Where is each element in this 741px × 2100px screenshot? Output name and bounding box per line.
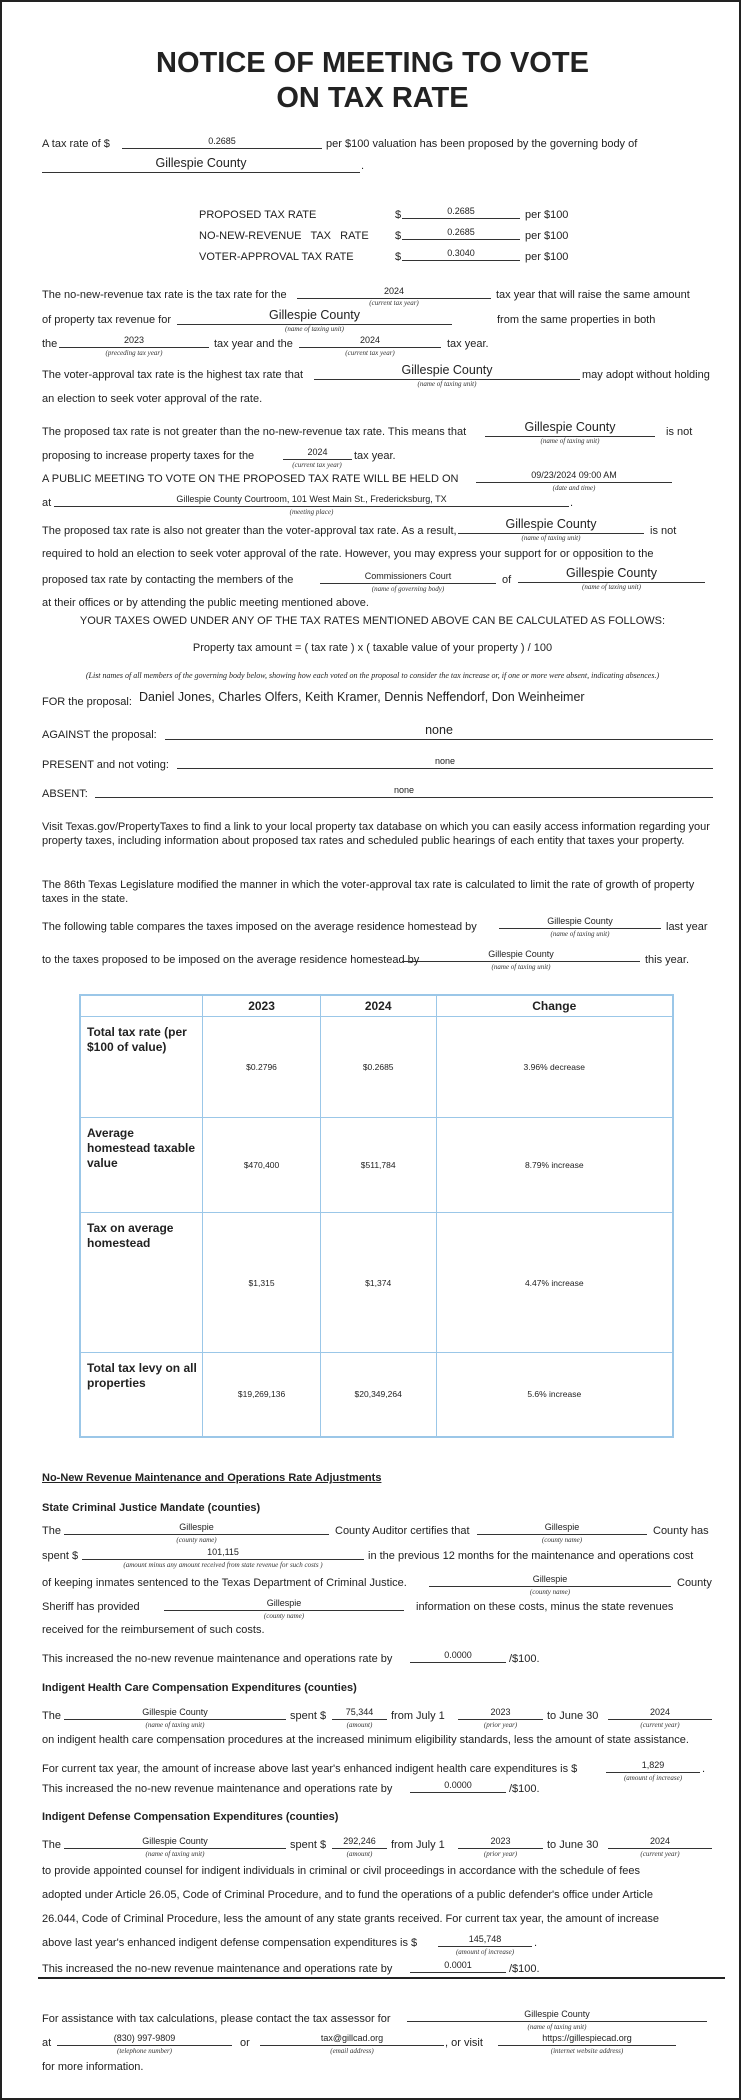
cell-change: 4.47% increase bbox=[436, 1213, 673, 1353]
va2-unit2-caption: (name of taxing unit) bbox=[582, 583, 641, 591]
cell-2023: $19,269,136 bbox=[203, 1353, 321, 1437]
meeting-place-caption: (meeting place) bbox=[289, 508, 334, 516]
footer-text-1: For assistance with tax calculations, please contact the tax assessor for bbox=[42, 2013, 391, 2025]
prop-text-1: The proposed tax rate is not greater than the no-new-revenue tax rate. This means that bbox=[42, 426, 467, 438]
row-label: Average homestead taxable value bbox=[80, 1118, 203, 1213]
idc-text-2: spent $ bbox=[290, 1839, 327, 1851]
meeting-datetime-field: 09/23/2024 09:00 AM bbox=[476, 469, 672, 483]
scj-amount-field: 101,115 bbox=[82, 1546, 364, 1560]
footer-unit-caption: (name of taxing unit) bbox=[527, 2023, 587, 2031]
idc-per100: /$100. bbox=[509, 1963, 540, 1975]
idc-current-year-field: 2024 bbox=[608, 1835, 712, 1849]
title-line-2: ON TAX RATE bbox=[276, 82, 469, 114]
scj-county-field: Gillespie bbox=[64, 1521, 329, 1535]
idc-text-4: to June 30 bbox=[547, 1839, 599, 1851]
meeting-period: . bbox=[570, 497, 574, 509]
table-header-change: Change bbox=[436, 995, 673, 1017]
cell-2024: $511,784 bbox=[320, 1118, 436, 1213]
scj-text-9: information on these costs, minus the state revenues bbox=[416, 1601, 674, 1613]
scj-per100: /$100. bbox=[509, 1653, 540, 1665]
nnr-rate-dollar: $ bbox=[395, 230, 402, 242]
va-unit-field: Gillespie County bbox=[314, 363, 580, 380]
compare-unit1-field: Gillespie County bbox=[499, 915, 661, 929]
table-row bbox=[80, 1213, 673, 1353]
absent-label: ABSENT: bbox=[42, 788, 88, 800]
proposed-rate-per: per $100 bbox=[525, 209, 569, 221]
intro-rate-field: 0.2685 bbox=[122, 135, 322, 149]
va2-gov-body-caption: (name of governing body) bbox=[371, 585, 445, 593]
ihc-text-6: For current tax year, the amount of increase above last year's enhanced indigent health care expenditures is $ bbox=[42, 1763, 578, 1775]
footer-divider bbox=[38, 1977, 725, 1980]
footer-phone-caption: (telephone number) bbox=[116, 2047, 172, 2055]
table-header-2024: 2024 bbox=[320, 995, 436, 1017]
prop-year-field: 2024 bbox=[283, 446, 352, 460]
va-unit-caption: (name of taxing unit) bbox=[417, 380, 477, 388]
row-label: Total tax rate (per $100 of value) bbox=[80, 1017, 203, 1118]
nnr-prev-year-caption: (preceding tax year) bbox=[105, 349, 163, 357]
va-rate-field: 0.3040 bbox=[402, 247, 520, 261]
footer-email-field[interactable]: tax@gillcad.org bbox=[260, 2032, 444, 2046]
calc-heading: YOUR TAXES OWED UNDER ANY OF THE TAX RATES MENTIONED ABOVE CAN BE CALCULATED AS FOLLOWS: bbox=[79, 615, 666, 627]
scj-text-5: in the previous 12 months for the maintenance and operations cost bbox=[368, 1550, 694, 1562]
cell-2024: $0.2685 bbox=[320, 1017, 436, 1118]
intro-prefix: A tax rate of $ bbox=[42, 138, 110, 150]
ihc-current-year-field: 2024 bbox=[608, 1706, 712, 1720]
table-header-blank bbox=[80, 995, 203, 1017]
cell-2023: $470,400 bbox=[203, 1118, 321, 1213]
prop-year-caption: (current tax year) bbox=[292, 461, 342, 469]
footer-visit: , or visit bbox=[445, 2037, 483, 2049]
prop-text-3: proposing to increase property taxes for the bbox=[42, 450, 255, 462]
cell-change: 8.79% increase bbox=[436, 1118, 673, 1213]
footer-end: for more information. bbox=[42, 2061, 144, 2073]
ihc-prior-year-field: 2023 bbox=[458, 1706, 543, 1720]
nnr-unit-caption: (name of taxing unit) bbox=[285, 325, 344, 333]
ihc-unit-field: Gillespie County bbox=[64, 1706, 286, 1720]
idc-unit-field: Gillespie County bbox=[64, 1835, 286, 1849]
idc-increase-field: 145,748 bbox=[438, 1933, 532, 1947]
footer-at: at bbox=[42, 2037, 52, 2049]
ihc-text-2: spent $ bbox=[290, 1710, 327, 1722]
cell-2023: $0.2796 bbox=[203, 1017, 321, 1118]
idc-increase-caption: (amount of increase) bbox=[455, 1948, 515, 1956]
idc-text-7: 26.044, Code of Criminal Procedure, less the amount of any state grants received. For current tax year, the amount of increase bbox=[42, 1913, 659, 1925]
va2-text-5: at their offices or by attending the public meeting mentioned above. bbox=[42, 597, 369, 609]
ihc-per100: /$100. bbox=[509, 1783, 540, 1795]
proposed-rate-label: PROPOSED TAX RATE bbox=[199, 209, 317, 221]
idc-amount-caption: (amount) bbox=[346, 1850, 373, 1858]
table-row bbox=[80, 1353, 673, 1437]
proposed-rate-dollar: $ bbox=[395, 209, 402, 221]
scj-text-7: County bbox=[677, 1577, 712, 1589]
compare-text-1: The following table compares the taxes imposed on the average residence homestead by bbox=[42, 921, 477, 933]
adjustments-heading: No-New Revenue Maintenance and Operations Rate Adjustments bbox=[42, 1472, 382, 1484]
idc-text-6: adopted under Article 26.05, Code of Criminal Procedure, and to fund the operations of a public defender's office under Article bbox=[42, 1889, 653, 1901]
present-label: PRESENT and not voting: bbox=[42, 759, 169, 771]
meeting-text-1: A PUBLIC MEETING TO VOTE ON THE PROPOSED TAX RATE WILL BE HELD ON bbox=[42, 473, 459, 485]
cell-2023: $1,315 bbox=[203, 1213, 321, 1353]
title-line-1: NOTICE OF MEETING TO VOTE bbox=[156, 47, 589, 79]
nnr-cur-year-caption: (current tax year) bbox=[345, 349, 395, 357]
against-label: AGAINST the proposal: bbox=[42, 729, 157, 741]
nnr-text-3: of property tax revenue for bbox=[42, 314, 172, 326]
footer-or: or bbox=[240, 2037, 250, 2049]
idc-text-8: above last year's enhanced indigent defense compensation expenditures is $ bbox=[42, 1937, 418, 1949]
va-text-2: may adopt without holding bbox=[582, 369, 710, 381]
nnr-year-caption: (current tax year) bbox=[369, 299, 419, 307]
ihc-increase-caption: (amount of increase) bbox=[623, 1774, 683, 1782]
ihc-text-4: to June 30 bbox=[547, 1710, 599, 1722]
for-label: FOR the proposal: bbox=[42, 696, 132, 708]
scj-heading: State Criminal Justice Mandate (counties) bbox=[42, 1502, 261, 1514]
scj-county2-field: Gillespie bbox=[477, 1521, 647, 1535]
ihc-current-year-caption: (current year) bbox=[640, 1721, 680, 1729]
nnr-rate-label: NO-NEW-REVENUE TAX RATE bbox=[199, 230, 369, 242]
ihc-text-3: from July 1 bbox=[391, 1710, 445, 1722]
footer-website-caption: (internet website address) bbox=[550, 2047, 624, 2055]
idc-heading: Indigent Defense Compensation Expenditures (counties) bbox=[42, 1811, 339, 1823]
ihc-increase-field: 1,829 bbox=[606, 1759, 700, 1773]
scj-county3-caption: (county name) bbox=[529, 1588, 571, 1596]
ihc-text-1: The bbox=[42, 1710, 61, 1722]
ihc-increase-text: This increased the no-new revenue maintenance and operations rate by bbox=[42, 1783, 393, 1795]
row-label: Total tax levy on all properties bbox=[80, 1353, 203, 1437]
prop-unit-caption: (name of taxing unit) bbox=[540, 437, 600, 445]
intro-period: . bbox=[361, 160, 365, 172]
nnr-text-6: tax year and the bbox=[214, 338, 293, 350]
va-rate-dollar: $ bbox=[395, 251, 402, 263]
compare-text-4: this year. bbox=[645, 954, 690, 966]
nnr-text-4: from the same properties in both bbox=[497, 314, 656, 326]
scj-county4-field: Gillespie bbox=[164, 1597, 404, 1611]
nnr-prev-year-field: 2023 bbox=[59, 334, 209, 348]
scj-county3-field: Gillespie bbox=[429, 1573, 671, 1587]
scj-county-caption: (county name) bbox=[176, 1536, 217, 1544]
nnr-rate-field: 0.2685 bbox=[402, 226, 520, 240]
table-row bbox=[80, 1118, 673, 1213]
va-rate-label: VOTER-APPROVAL TAX RATE bbox=[199, 251, 354, 263]
idc-prior-year-field: 2023 bbox=[458, 1835, 543, 1849]
compare-text-2: last year bbox=[666, 921, 708, 933]
members-list-note: (List names of all members of the governing body below, showing how each voted on the proposal to consider the tax increase or, if one or more were absent, indicating absences.) bbox=[85, 671, 660, 680]
va2-text-4: proposed tax rate by contacting the members of the bbox=[42, 574, 294, 586]
idc-period: . bbox=[534, 1937, 538, 1949]
va-text-3: an election to seek voter approval of the rate. bbox=[42, 393, 263, 405]
cell-2024: $1,374 bbox=[320, 1213, 436, 1353]
idc-current-year-caption: (current year) bbox=[640, 1850, 680, 1858]
va2-unit-field: Gillespie County bbox=[458, 517, 644, 534]
nnr-text-5: the bbox=[42, 338, 58, 350]
va-text-1: The voter-approval tax rate is the highest tax rate that bbox=[42, 369, 304, 381]
compare-unit2-caption: (name of taxing unit) bbox=[491, 963, 551, 971]
row-label: Tax on average homestead bbox=[80, 1213, 203, 1353]
footer-email-caption: (email address) bbox=[330, 2047, 374, 2055]
legislature-paragraph: The 86th Texas Legislature modified the manner in which the voter-approval tax rate is calculated to limit the rate of growth of property taxes in the state. bbox=[42, 879, 695, 905]
footer-unit-field: Gillespie County bbox=[407, 2008, 707, 2022]
scj-county2-caption: (county name) bbox=[541, 1536, 583, 1544]
nnr-year-field: 2024 bbox=[297, 285, 491, 299]
idc-amount-field: 292,246 bbox=[332, 1835, 387, 1849]
va2-text-3: required to hold an election to seek voter approval of the rate. However, you may express your support for or opposition to the bbox=[42, 548, 654, 560]
va2-text-1: The proposed tax rate is also not greater than the voter-approval tax rate. As a result, bbox=[42, 525, 457, 537]
cell-change: 5.6% increase bbox=[436, 1353, 673, 1437]
comparison-table bbox=[79, 994, 674, 1438]
ihc-amount-field: 75,344 bbox=[332, 1706, 387, 1720]
scj-increase-text: This increased the no-new revenue maintenance and operations rate by bbox=[42, 1653, 393, 1665]
table-header-row bbox=[80, 995, 673, 1017]
footer-phone-field[interactable]: (830) 997-9809 bbox=[57, 2032, 232, 2046]
va2-unit2-field: Gillespie County bbox=[518, 566, 705, 583]
calc-formula: Property tax amount = ( tax rate ) x ( taxable value of your property ) / 100 bbox=[192, 642, 553, 654]
intro-suffix: per $100 valuation has been proposed by the governing body of bbox=[326, 138, 638, 150]
absent-field: none bbox=[95, 784, 713, 798]
meeting-at: at bbox=[42, 497, 52, 509]
idc-unit-caption: (name of taxing unit) bbox=[145, 1850, 205, 1858]
cell-2024: $20,349,264 bbox=[320, 1353, 436, 1437]
scj-text-2: County Auditor certifies that bbox=[335, 1525, 470, 1537]
scj-text-3: County has bbox=[653, 1525, 709, 1537]
intro-governing-body-field: Gillespie County bbox=[42, 156, 360, 173]
prop-text-4: tax year. bbox=[354, 450, 396, 462]
for-names: Daniel Jones, Charles Olfers, Keith Kramer, Dennis Neffendorf, Don Weinheimer bbox=[139, 690, 585, 704]
scj-increase-field: 0.0000 bbox=[410, 1649, 506, 1663]
va2-unit-caption: (name of taxing unit) bbox=[521, 534, 581, 542]
ihc-heading: Indigent Health Care Compensation Expenditures (counties) bbox=[42, 1682, 357, 1694]
against-field: none bbox=[165, 723, 713, 740]
cell-change: 3.96% decrease bbox=[436, 1017, 673, 1118]
scj-county4-caption: (county name) bbox=[263, 1612, 305, 1620]
va-rate-per: per $100 bbox=[525, 251, 569, 263]
compare-unit2-field: Gillespie County bbox=[402, 948, 640, 962]
ihc-increase-rate-field: 0.0000 bbox=[410, 1779, 506, 1793]
scj-text-1: The bbox=[42, 1525, 61, 1537]
nnr-rate-per: per $100 bbox=[525, 230, 569, 242]
compare-unit1-caption: (name of taxing unit) bbox=[550, 930, 610, 938]
prop-text-2: is not bbox=[666, 426, 693, 438]
scj-text-4: spent $ bbox=[42, 1550, 79, 1562]
ihc-unit-caption: (name of taxing unit) bbox=[145, 1721, 205, 1729]
idc-text-3: from July 1 bbox=[391, 1839, 445, 1851]
idc-text-1: The bbox=[42, 1839, 61, 1851]
ihc-text-5: on indigent health care compensation procedures at the increased minimum eligibility standards, less the amount of state assistance. bbox=[42, 1734, 689, 1746]
table-header-2023: 2023 bbox=[203, 995, 321, 1017]
ihc-amount-caption: (amount) bbox=[346, 1721, 373, 1729]
nnr-text-7: tax year. bbox=[447, 338, 489, 350]
idc-text-5: to provide appointed counsel for indigent individuals in criminal or civil proceedings in accordance with the schedule of fees bbox=[42, 1865, 641, 1877]
table-row bbox=[80, 1017, 673, 1118]
scj-text-8: Sheriff has provided bbox=[42, 1601, 140, 1613]
va2-of: of bbox=[502, 574, 512, 586]
nnr-text-2: tax year that will raise the same amount bbox=[496, 289, 690, 301]
nnr-cur-year-field: 2024 bbox=[299, 334, 441, 348]
nnr-unit-field: Gillespie County bbox=[177, 308, 452, 325]
idc-increase-text: This increased the no-new revenue maintenance and operations rate by bbox=[42, 1963, 393, 1975]
va2-gov-body-field: Commissioners Court bbox=[320, 570, 496, 584]
idc-prior-year-caption: (prior year) bbox=[483, 1850, 518, 1858]
ihc-period: . bbox=[702, 1763, 706, 1775]
proposed-rate-field: 0.2685 bbox=[402, 205, 520, 219]
compare-text-3: to the taxes proposed to be imposed on the average residence homestead by bbox=[42, 954, 420, 966]
scj-text-6: of keeping inmates sentenced to the Texas Department of Criminal Justice. bbox=[42, 1577, 407, 1589]
va2-text-2: is not bbox=[650, 525, 677, 537]
visit-paragraph: Visit Texas.gov/PropertyTaxes to find a link to your local property tax database on which you can easily access information regarding your property taxes, including information about proposed tax rates and scheduled public hearings of each entity that taxes your property. bbox=[42, 821, 710, 847]
present-field: none bbox=[177, 755, 713, 769]
meeting-datetime-caption: (date and time) bbox=[552, 484, 596, 492]
scj-amount-caption: (amount minus any amount received from state revenue for such costs ) bbox=[123, 1561, 323, 1569]
prop-unit-field: Gillespie County bbox=[485, 420, 655, 437]
page-title bbox=[2, 46, 741, 116]
scj-text-10: received for the reimbursement of such costs. bbox=[42, 1624, 265, 1636]
idc-increase-rate-field: 0.0001 bbox=[410, 1959, 506, 1973]
ihc-prior-year-caption: (prior year) bbox=[483, 1721, 518, 1729]
meeting-place-field: Gillespie County Courtroom, 101 West Main St., Fredericksburg, TX bbox=[54, 493, 569, 507]
nnr-text-1: The no-new-revenue tax rate is the tax rate for the bbox=[42, 289, 287, 301]
footer-website-field[interactable]: https://gillespiecad.org bbox=[498, 2032, 676, 2046]
